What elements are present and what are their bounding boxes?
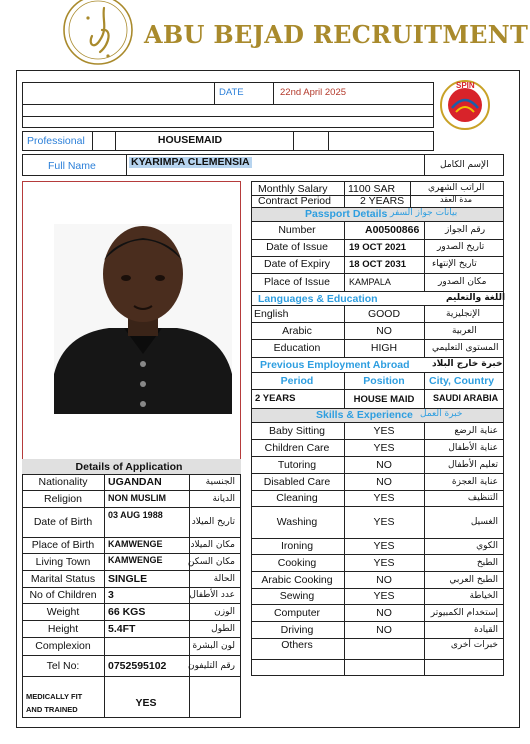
education-label: Education (273, 342, 321, 354)
medical-value: YES (135, 697, 157, 709)
place-of-issue-label: Place of Issue (264, 276, 330, 288)
skill-value: YES (373, 424, 395, 437)
passport-title: Passport Details (305, 208, 388, 220)
application-value: 66 KGS (108, 605, 146, 618)
skill-value: YES (373, 590, 395, 602)
place-of-issue-ar: مكان الصدور (438, 277, 487, 287)
issue-date-value: 19 OCT 2021 (349, 242, 407, 253)
arabic-label: Arabic (282, 325, 312, 337)
english-value: GOOD (367, 308, 401, 320)
application-ar: مكان السكن (187, 556, 235, 567)
employment-title-ar: خبرة خارج البلاد (432, 359, 503, 369)
application-label: Marital Status (30, 572, 96, 585)
application-value: KAMWENGE (108, 555, 163, 565)
application-value: KAMWENGE (108, 539, 163, 549)
application-ar: تاريخ الميلاد (191, 517, 235, 527)
application-value: 3 (108, 589, 114, 601)
employment-col-position: Position (363, 375, 405, 387)
contract-period-ar: مدة العقد (440, 195, 472, 204)
education-ar: المستوى التعليمي (432, 343, 499, 353)
application-label: Complexion (35, 640, 91, 652)
contract-period-label: Contract Period (258, 195, 331, 207)
skill-label: Sewing (279, 590, 315, 602)
skill-label: Cooking (277, 556, 317, 569)
skill-label: Driving (280, 623, 314, 636)
employment-col-country: City, Country (429, 375, 495, 387)
application-label: No of Children (29, 589, 97, 601)
date-label: DATE (219, 87, 244, 98)
monthly-salary-value: 1100 SAR (348, 183, 396, 195)
arabic-ar: العربية (452, 326, 477, 336)
skill-value: YES (373, 556, 395, 569)
skills-title-ar: خبرة العمل (420, 409, 463, 419)
application-ar: الوزن (214, 606, 235, 617)
skill-label: Others (281, 639, 313, 651)
position-value: HOUSEMAID (157, 134, 223, 146)
skill-label: Ironing (280, 540, 314, 552)
skill-value: NO (376, 458, 392, 471)
medical-label: AND TRAINED (26, 705, 78, 714)
application-value: NON MUSLIM (108, 492, 166, 503)
skill-ar: الغسيل (470, 517, 498, 527)
expiry-date-ar: تاريخ الإنتهاء (432, 259, 477, 269)
application-ar: الجنسية (205, 477, 235, 487)
professional-label: Professional (27, 135, 85, 147)
application-label: Religion (44, 492, 82, 505)
education-value: HIGH (370, 342, 398, 354)
skill-label: Arabic Cooking (261, 573, 333, 586)
company-name: ABU BEJAD RECRUITMENT (144, 20, 529, 49)
application-value: UGANDAN (108, 476, 162, 488)
application-label: Place of Birth (31, 539, 95, 551)
employment-country: SAUDI ARABIA (433, 393, 499, 403)
skill-label: Cleaning (276, 492, 318, 504)
application-value: 0752595102 (108, 659, 167, 672)
skill-value: NO (376, 475, 392, 488)
application-value: 03 AUG 1988 (108, 510, 163, 520)
full-name-ar: الإسم الكامل (440, 160, 489, 170)
passport-title-ar: بيانات جواز السفر (390, 208, 458, 218)
skill-label: Baby Sitting (268, 424, 326, 437)
skill-label: Disabled Care (263, 475, 331, 488)
skill-ar: عناية الرضع (454, 425, 498, 436)
issue-date-label: Date of Issue (266, 241, 328, 253)
skill-ar: عناية الأطفال (448, 442, 498, 453)
application-label: Weight (46, 605, 80, 618)
skill-ar: الكوي (476, 541, 498, 551)
expiry-date-value: 18 OCT 2031 (349, 259, 407, 270)
application-ar: مكان الميلاد (190, 540, 235, 550)
employment-col-period: Period (280, 375, 314, 387)
english-label: English (254, 308, 289, 320)
skill-label: Computer (273, 606, 321, 619)
application-ar: رقم التليفون (188, 660, 235, 671)
application-label: Living Town (35, 555, 91, 568)
application-label: Tel No: (46, 659, 80, 672)
languages-title: Languages & Education (258, 293, 378, 305)
skill-ar: الطبخ العربي (449, 574, 498, 585)
arabic-value: NO (376, 325, 392, 337)
application-ar: الطول (211, 623, 235, 634)
skill-label: Tutoring (277, 458, 317, 471)
company-logo (58, 0, 138, 68)
issue-date-ar: تاريخ الصدور (437, 242, 485, 252)
application-title: Details of Application (75, 461, 183, 473)
employment-period: 2 YEARS (255, 393, 296, 404)
passport-number-ar: رقم الجواز (445, 225, 486, 235)
date-value: 22nd April 2025 (280, 87, 347, 98)
skill-value: YES (373, 492, 395, 504)
monthly-salary-ar: الراتب الشهري (428, 183, 485, 193)
skill-ar: القيادة (474, 624, 498, 635)
full-name-value: KYARIMPA CLEMENSIA (131, 156, 250, 168)
skills-title: Skills & Experience (316, 409, 413, 421)
applicant-photo (54, 224, 232, 414)
application-ar: الحالة (213, 573, 235, 584)
skill-ar: خبرات أخرى (450, 640, 498, 650)
english-ar: الإنجليزية (446, 309, 480, 319)
skill-ar: الخياطة (469, 591, 498, 601)
application-label: Height (47, 622, 79, 635)
languages-title-ar: اللغة والتعليم (446, 293, 506, 303)
medical-label: MEDICALLY FIT (26, 692, 83, 701)
skill-ar: إستخدام الكمبيوتر (430, 607, 498, 618)
skill-ar: عناية العجزة (451, 476, 498, 487)
spin-badge-text: SPIN (456, 81, 475, 90)
skill-value: YES (373, 441, 395, 454)
passport-number-label: Number (278, 224, 316, 236)
contract-period-value: 2 YEARS (360, 195, 405, 207)
skill-value: NO (376, 573, 392, 586)
skill-label: Washing (276, 516, 318, 528)
application-ar: عدد الأطفال (189, 590, 235, 600)
skill-ar: التنظيف (467, 493, 498, 503)
skill-ar: تعليم الأطفال (447, 459, 498, 470)
application-label: Date of Birth (33, 516, 93, 528)
skill-value: NO (376, 623, 392, 636)
application-value: SINGLE (108, 572, 148, 585)
monthly-salary-label: Monthly Salary (258, 183, 328, 195)
skill-ar: الطبخ (476, 557, 498, 568)
employment-title: Previous Employment Abroad (260, 359, 410, 371)
skill-value: YES (373, 516, 395, 528)
place-of-issue-value: KAMPALA (349, 277, 391, 287)
passport-number-value: A00500866 (365, 224, 420, 236)
application-label: Nationality (38, 476, 88, 488)
application-value: 5.4FT (108, 622, 136, 635)
skill-value: NO (376, 606, 392, 619)
skill-value: YES (373, 540, 395, 552)
employment-position: HOUSE MAID (353, 394, 415, 405)
full-name-label: Full Name (48, 160, 96, 172)
skill-label: Children Care (264, 441, 330, 454)
application-ar: لون البشرة (192, 641, 235, 651)
application-ar: الديانة (212, 493, 235, 504)
expiry-date-label: Date of Expiry (264, 258, 330, 270)
